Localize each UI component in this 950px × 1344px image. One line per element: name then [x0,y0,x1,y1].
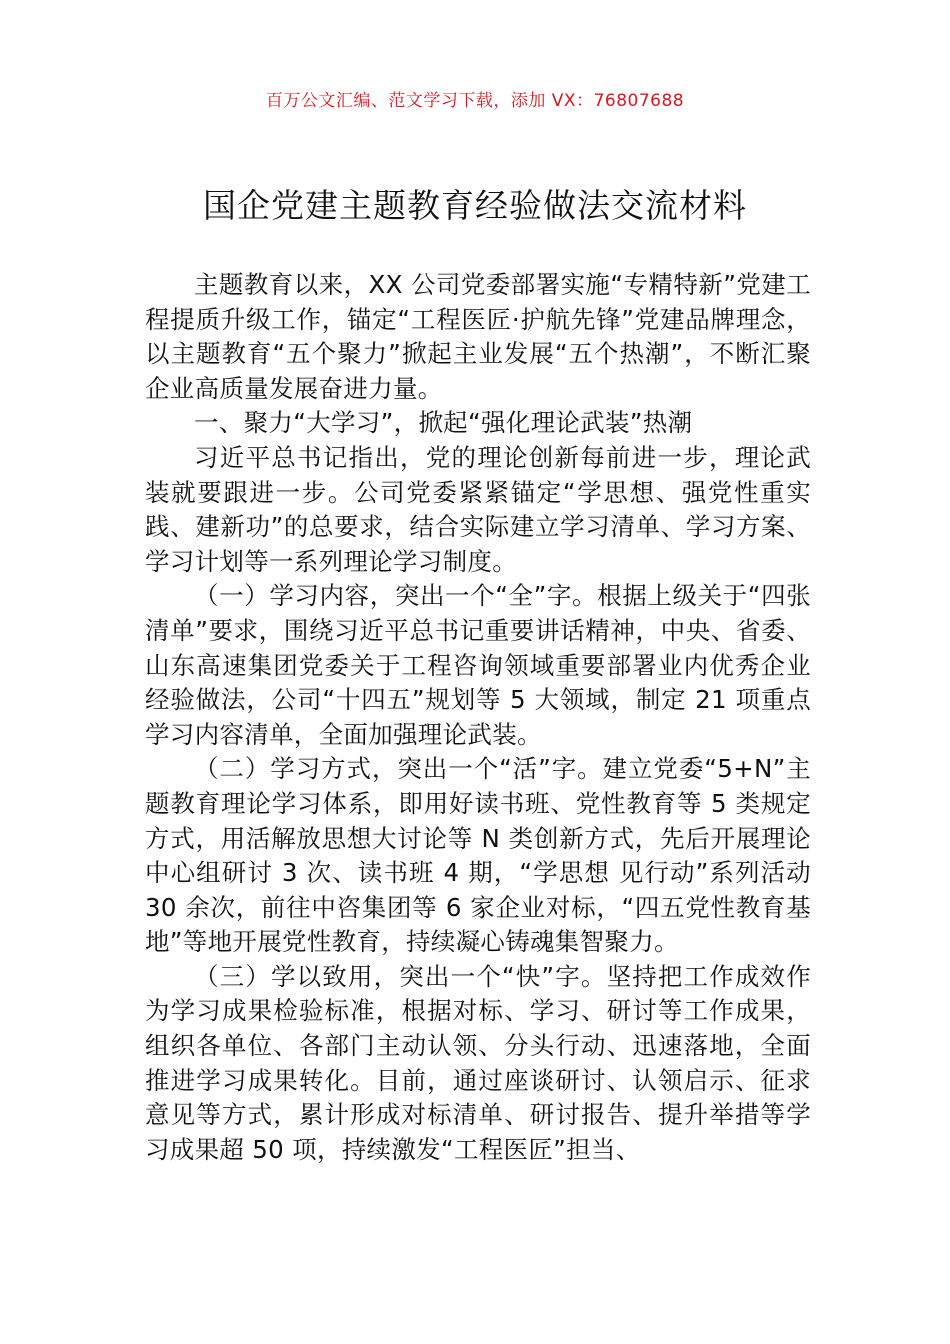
document-body [145,268,811,1167]
page-title: 国企党建主题教育经验做法交流材料 [203,186,747,225]
section-1-item-1-paragraph: （一）学习内容，突出一个“全”字。根据上级关于“四张清单”要求，围绕习近平总书记重要讲话精神，中央、省委、山东高速集团党委关于工程咨询领域重要部署业内优秀企业经验做法，公司“十四五”规划等 5 大领域，制定 21 项重点学习内容清单，全面加强理论武装。 [145,581,811,749]
section-1-item-2-paragraph: （二）学习方式，突出一个“活”字。建立党委“5+N”主题教育理论学习体系，即用好读书班、党性教育等 5 类规定方式，用活解放思想大讨论等 N 类创新方式，先后开展理论中心组研讨 3 次、读书班 4 期，“学思想 见行动”系列活动 30 余次，前往中咨集团等 6 家企业对标，“四五党性教育基地”等地开展党性教育，持续凝心铸魂集智聚力。 [145,754,811,957]
section-1-item-3-paragraph: （三）学以致用，突出一个“快”字。坚持把工作成效作为学习成果检验标准，根据对标、学习、研讨等工作成果，组织各单位、各部门主动认领、分头行动、迅速落地，全面推进学习成果转化。目前，通过座谈研讨、认领启示、征求意见等方式，累计形成对标清单、研讨报告、提升举措等学习成果超 50 项，持续激发“工程医匠”担当、 [145,961,811,1164]
section-1-heading: 一、聚力“大学习”，掀起“强化理论武装”热潮 [194,408,693,438]
header-notice: 百万公文汇编、范文学习下载，添加 VX：76807688 [265,91,685,111]
intro-paragraph: 主题教育以来，XX 公司党委部署实施“专精特新”党建工程提质升级工作，锚定“工程医匠·护航先锋”党建品牌理念，以主题教育“五个聚力”掀起主业发展“五个热潮”，不断汇聚企业高质量发展奋进力量。 [145,270,811,403]
section-1-lead-paragraph: 习近平总书记指出，党的理论创新每前进一步，理论武装就要跟进一步。公司党委紧紧锚定“学思想、强党性重实践、建新功”的总要求，结合实际建立学习清单、学习方案、学习计划等一系列理论学习制度。 [145,442,811,576]
